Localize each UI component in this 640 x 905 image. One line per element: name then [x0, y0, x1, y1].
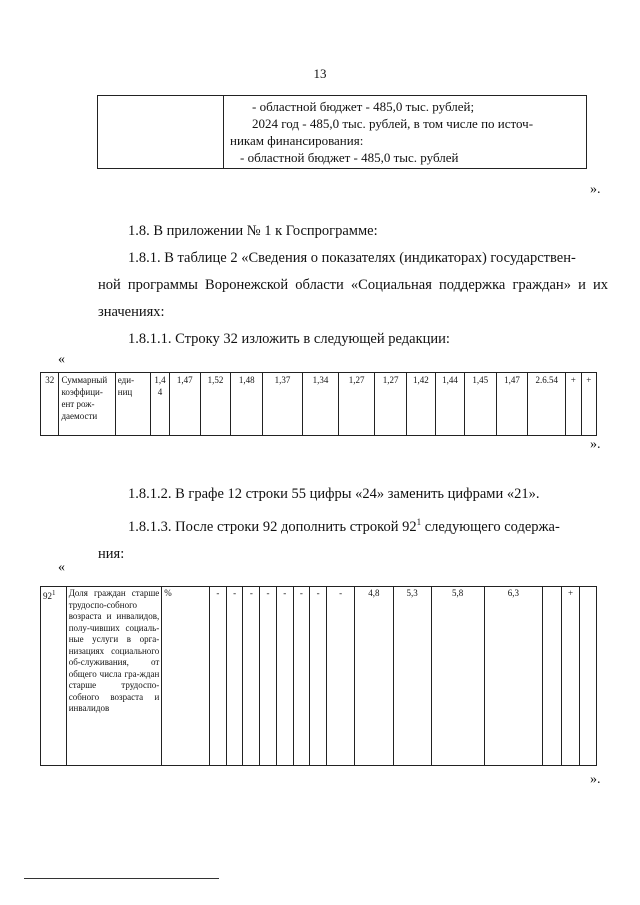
row-32-p2: +: [581, 373, 597, 436]
open-quote-1: «: [58, 352, 65, 367]
row-92-1-empty1: [543, 587, 562, 766]
paragraph-1-8-1-1: [98, 326, 608, 353]
paragraph-1-8-1-3-rest: ния:: [98, 545, 125, 562]
row-92-1-num: [41, 587, 67, 766]
row-92-1-num-sup: 1: [52, 589, 56, 597]
budget-table: [97, 95, 587, 169]
close-quote-3: ».: [590, 772, 601, 787]
paragraph-1-8-1-2: [98, 481, 608, 508]
row-32-v8: 1,27: [375, 373, 407, 436]
paragraph-1-8-1-3-tail: следующего содержа-: [421, 518, 560, 535]
row-92-1-name: Доля граждан старше трудоспо-собного возраста и инвалидов, полу-чивших социаль-ные услуги в орга-низациях социального об-служивания, от общего числа гра-ждан старше трудоспо-собного возраста и инвалидов: [66, 587, 162, 766]
row-32-v7: 1,27: [339, 373, 375, 436]
row-32-v10: 1,44: [435, 373, 464, 436]
row-92-1-table: [40, 586, 597, 766]
row-92-1-d4: -: [260, 587, 277, 766]
budget-line-3: никам финансирования:: [230, 133, 364, 148]
paragraph-1-8-1-3-text: 1.8.1.3. После строки 92 дополнить строкой 92: [128, 518, 417, 535]
row-32-num: 32: [41, 373, 59, 436]
row-92-1-d5: -: [276, 587, 293, 766]
row-92-1-v3: 5,8: [431, 587, 484, 766]
row-92-1-d2: -: [226, 587, 243, 766]
row-32-unit: еди-ниц: [115, 373, 150, 436]
row-32-v1: 1,4 4: [151, 373, 170, 436]
row-32-v4: 1,48: [231, 373, 263, 436]
row-92-1-v2: 5,3: [393, 587, 431, 766]
row-92-1-d1: -: [210, 587, 227, 766]
paragraph-1-8-1-1-text: 1.8.1.1. Строку 32 изложить в следующей редакции:: [128, 331, 450, 347]
row-92-1-v1: 4,8: [355, 587, 393, 766]
paragraph-1-8-1-3-line1: [98, 509, 608, 541]
row-32-v12: 1,47: [496, 373, 528, 436]
row-32-v5: 1,37: [263, 373, 303, 436]
paragraph-1-8-1-2-text: 1.8.1.2. В графе 12 строки 55 цифры «24» заменить цифрами «21».: [128, 486, 540, 502]
row-32-ref: 2.6.54: [528, 373, 566, 436]
budget-line-4: - областной бюджет - 485,0 тыс. рублей: [240, 150, 459, 165]
paragraph-1-8: [98, 218, 608, 245]
paragraph-1-8-1-rest: ной программы Воронежской области «Социальная поддержка граждан» и их значениях:: [98, 277, 608, 320]
budget-line-1: - областной бюджет - 485,0 тыс. рублей;: [252, 99, 475, 114]
row-32-v11: 1,45: [464, 373, 496, 436]
row-32-v2: 1,47: [169, 373, 200, 436]
row-92-1-p1: +: [561, 587, 580, 766]
row-92-1-d7: -: [310, 587, 327, 766]
row-32-v3: 1,52: [200, 373, 231, 436]
row-92-1-empty2: [580, 587, 597, 766]
paragraph-1-8-1-3: [98, 509, 608, 568]
paragraph-1-8-1-line1: 1.8.1. В таблице 2 «Сведения о показателях (индикаторах) государствен-: [128, 250, 576, 266]
footer-rule: [24, 878, 219, 879]
row-32-v9: 1,42: [406, 373, 435, 436]
row-32-name: Суммарный коэффици-ент рож-даемости: [59, 373, 115, 436]
budget-table-empty-cell: [98, 96, 224, 169]
row-92-1-d8: -: [326, 587, 354, 766]
row-92-1-d3: -: [243, 587, 260, 766]
open-quote-2: «: [58, 560, 65, 575]
row-92-1-d6: -: [293, 587, 310, 766]
close-quote-1: ».: [590, 182, 601, 197]
budget-table-text-cell: [224, 96, 587, 169]
paragraph-1-8-1-3-sup: 1: [416, 517, 422, 527]
row-92-1-num-text: 92: [43, 591, 52, 601]
table-row: [41, 587, 597, 766]
paragraph-1-8-1: [98, 245, 608, 326]
close-quote-2: ».: [590, 437, 601, 452]
row-32-table: [40, 372, 597, 436]
budget-line-2: 2024 год - 485,0 тыс. рублей, в том числе по источ-: [252, 116, 534, 131]
row-92-1-unit: %: [162, 587, 210, 766]
paragraph-1-8-text: 1.8. В приложении № 1 к Госпрограмме:: [128, 223, 378, 239]
row-92-1-v4: 6,3: [484, 587, 543, 766]
row-32-v6: 1,34: [302, 373, 338, 436]
page-number: 13: [313, 66, 327, 81]
row-32-p1: +: [566, 373, 581, 436]
table-row: [41, 373, 597, 436]
